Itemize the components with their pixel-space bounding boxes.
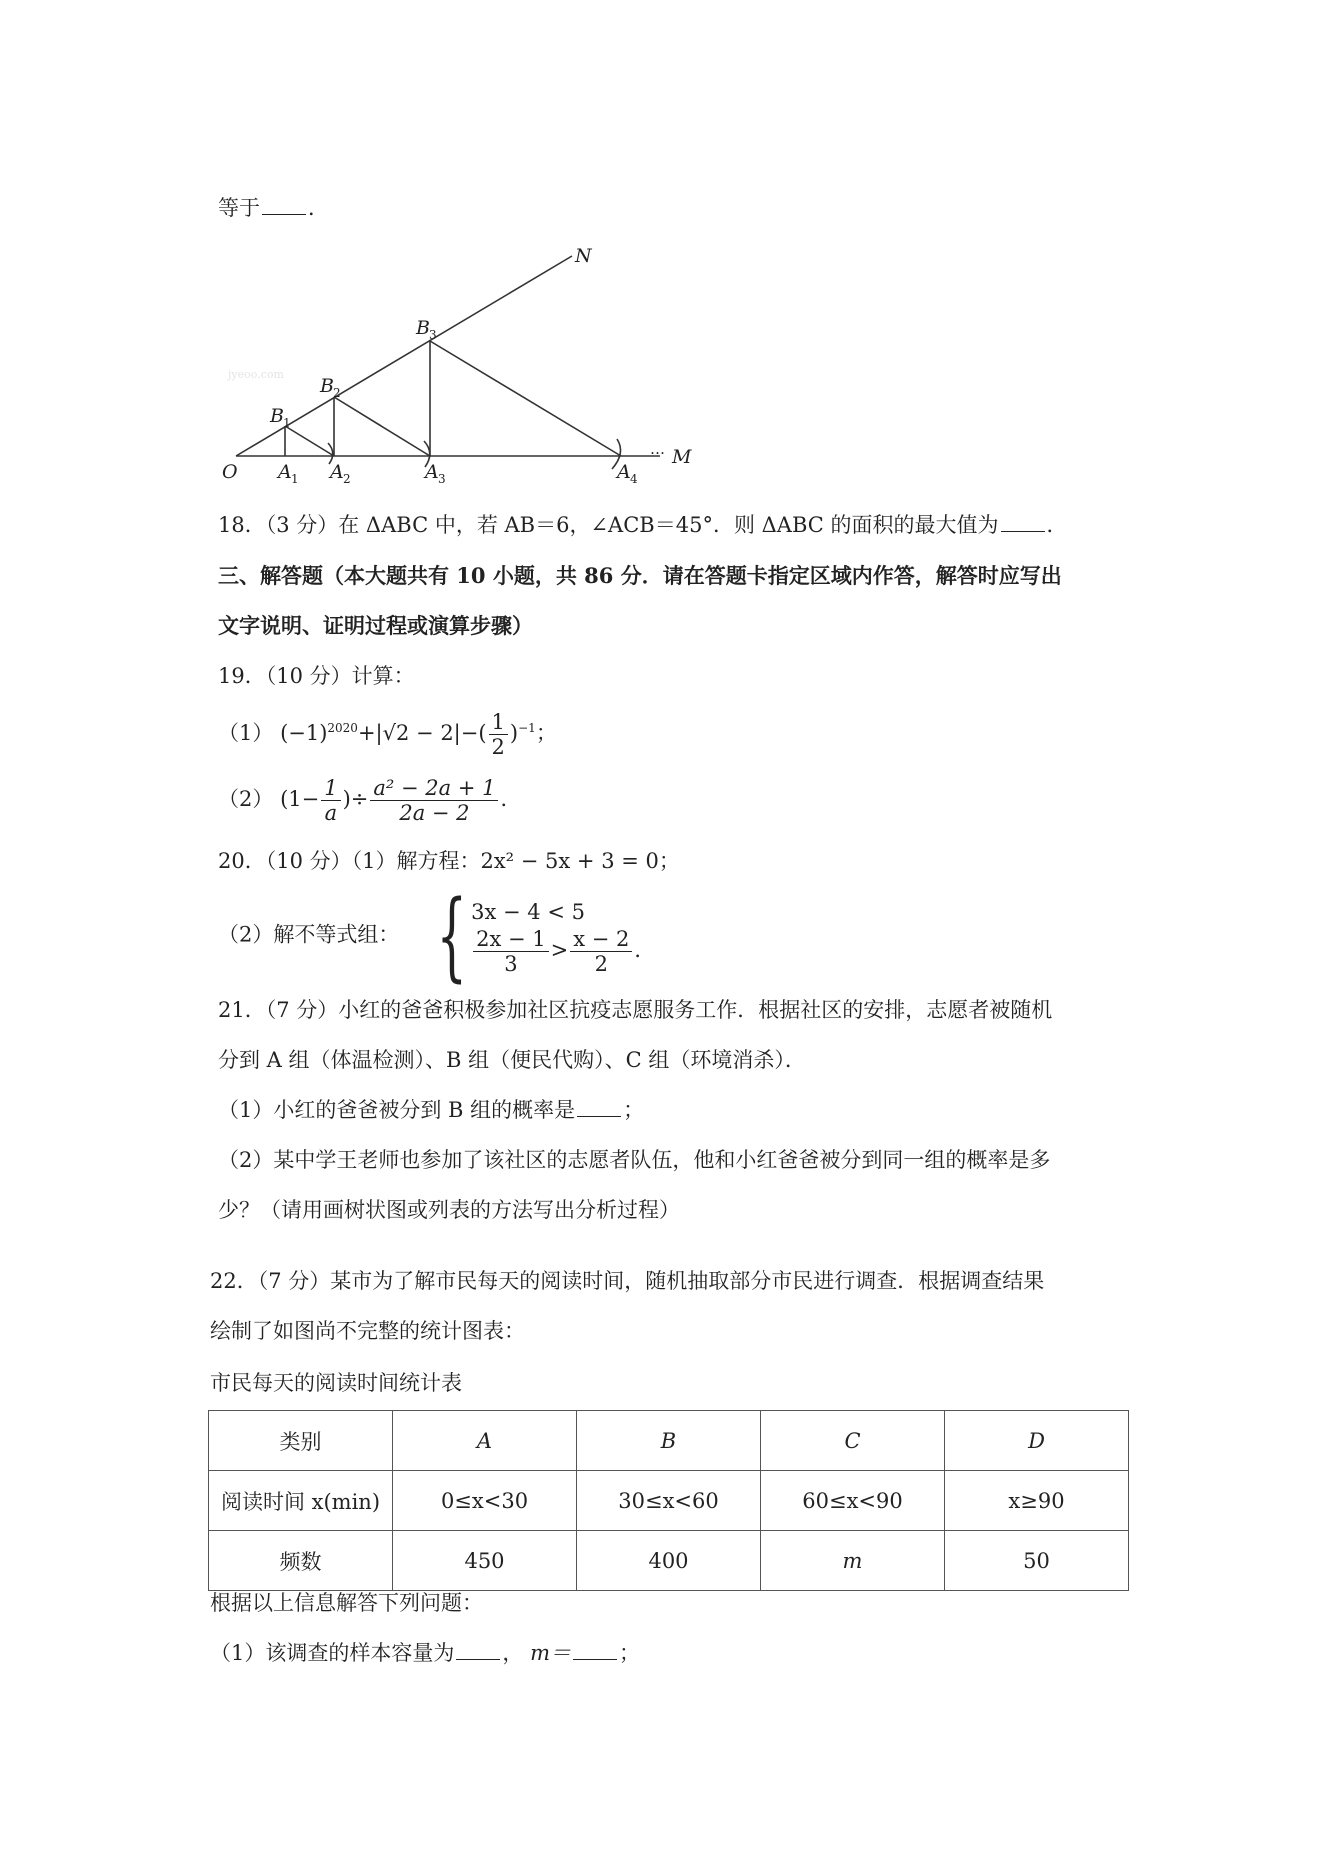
fraction: [321, 776, 340, 825]
denominator: 2: [594, 951, 609, 976]
sub-a3: 3: [438, 472, 446, 486]
table-cell: 0≤x<30: [393, 1471, 577, 1531]
table-cell: D: [945, 1411, 1129, 1471]
part-label: （2）: [218, 787, 274, 811]
exponent: 2020: [327, 721, 358, 735]
table-cell: m: [761, 1531, 945, 1591]
segment-b1a2: [285, 426, 334, 456]
question-19-head: 19．（10 分）计算：: [218, 664, 415, 688]
fraction: [489, 710, 508, 759]
table-cell: C: [761, 1411, 945, 1471]
exponent: −1: [518, 721, 536, 735]
question-22-line1: 22．（7 分）某市为了解市民每天的阅读时间，随机抽取部分市民进行调查．根据调查结果: [210, 1269, 1045, 1293]
punct: ．: [500, 787, 522, 811]
denominator: 3: [504, 951, 518, 976]
fraction: [570, 927, 632, 976]
denominator: a: [324, 801, 338, 825]
sub-b1: 1: [283, 416, 291, 430]
question-21-part2-line2: 少？（请用画树状图或列表的方法写出分析过程）: [218, 1198, 680, 1222]
question-21-line2: 分到 A 组（体温检测）、B 组（便民代购）、C 组（环境消杀）．: [218, 1048, 806, 1072]
punct: ，: [502, 1641, 524, 1665]
label-a4: A: [617, 461, 631, 483]
table-cell: 30≤x<60: [577, 1471, 761, 1531]
punct: ；: [623, 1098, 645, 1122]
table-row: [209, 1471, 1129, 1531]
numerator: 1: [321, 776, 340, 801]
geometry-figure: [220, 240, 720, 490]
segment-b3a4: [430, 341, 621, 456]
q22-part1-text: （1）该调查的样本容量为: [210, 1641, 455, 1665]
label-a1: A: [278, 461, 292, 483]
expr: (−1): [280, 721, 328, 745]
sub-a4: 4: [630, 472, 638, 486]
denominator: 2a − 2: [399, 801, 470, 825]
sub-a2: 2: [343, 472, 351, 486]
numerator: x − 2: [570, 927, 632, 952]
expr: +|√2 − 2|−(: [357, 721, 487, 745]
inequality-system: [406, 880, 656, 992]
question-19-part2: [218, 776, 521, 825]
brace: {: [436, 880, 468, 992]
question-21-part2-line1: （2）某中学王老师也参加了该社区的志愿者队伍，他和小红爸爸被分到同一组的概率是多: [218, 1148, 1051, 1172]
table-title: 市民每天的阅读时间统计表: [210, 1371, 462, 1395]
label-b2: B: [320, 375, 334, 397]
table-cell: 频数: [209, 1531, 393, 1591]
fraction: [370, 776, 498, 825]
part-label: （2）解不等式组：: [218, 922, 400, 947]
expr: (1−: [280, 787, 320, 811]
label-m: M: [672, 446, 692, 468]
numerator: a² − 2a + 1: [370, 776, 498, 801]
segment-b2a3: [334, 397, 430, 456]
section-3-title-line2: 文字说明、证明过程或演算步骤）: [218, 613, 533, 638]
table-cell: 50: [945, 1531, 1129, 1591]
answer-blank: [456, 1641, 500, 1660]
q21-part1-text: （1）小红的爸爸被分到 B 组的概率是: [218, 1098, 576, 1122]
answer-blank: [1001, 513, 1045, 532]
gt-sign: >: [550, 937, 569, 962]
punct: ；: [618, 1641, 640, 1665]
table-cell: x≥90: [945, 1471, 1129, 1531]
expr: )÷: [342, 787, 369, 811]
table-row: [209, 1411, 1129, 1471]
m-label: m＝: [530, 1641, 571, 1665]
expr: ): [509, 721, 519, 745]
watermark: jyeoo.com: [228, 368, 284, 381]
reading-time-table: [208, 1410, 1129, 1591]
punct: ．: [634, 937, 656, 962]
answer-blank: [577, 1098, 621, 1117]
system-rows: [471, 888, 655, 984]
fraction: [473, 927, 549, 976]
label-n: N: [575, 245, 592, 267]
table-cell: A: [393, 1411, 577, 1471]
inequality-1: 3x − 4 < 5: [471, 899, 585, 924]
label-dots: …: [650, 440, 665, 458]
table-cell: 类别: [209, 1411, 393, 1471]
q18-text: 18．（3 分）在 ΔABC 中，若 AB＝6，∠ACB＝45°．则 ΔABC 的面积的最大值为: [218, 513, 999, 537]
sub-b2: 2: [333, 386, 341, 400]
label-o: O: [222, 461, 238, 483]
question-22-after: 根据以上信息解答下列问题：: [210, 1591, 483, 1615]
label-b1: B: [270, 405, 284, 427]
label-a2: A: [330, 461, 344, 483]
question-20-head: 20．（10 分）（1）解方程：2x² − 5x + 3 = 0；: [218, 849, 680, 873]
part-label: （1）: [218, 721, 274, 745]
table-cell: 阅读时间 x(min): [209, 1471, 393, 1531]
label-a3: A: [425, 461, 439, 483]
question-21-part1: [218, 1095, 644, 1125]
line-top: 等于 ．: [218, 196, 329, 220]
table-cell: 400: [577, 1531, 761, 1591]
punct: ；: [535, 721, 557, 745]
top-text: 等于: [218, 196, 260, 220]
denominator: 2: [491, 735, 505, 759]
question-21-line1: 21．（7 分）小红的爸爸积极参加社区抗疫志愿服务工作．根据社区的安排，志愿者被随机: [218, 998, 1053, 1022]
table-cell: B: [577, 1411, 761, 1471]
question-22-part1: [210, 1638, 640, 1668]
numerator: 2x − 1: [473, 927, 549, 952]
answer-blank: [573, 1641, 617, 1660]
table-cell: 450: [393, 1531, 577, 1591]
question-22-line2: 绘制了如图尚不完整的统计图表：: [210, 1319, 525, 1343]
section-3-title-line1: 三、解答题（本大题共有 10 小题，共 86 分．请在答题卡指定区域内作答，解答时应写出: [218, 563, 1062, 588]
table-row: [209, 1531, 1129, 1591]
question-18: 18．（3 分）在 ΔABC 中，若 AB＝6，∠ACB＝45°．则 ΔABC 的面积的最大值为 ．: [218, 513, 1068, 537]
inequality-2: [471, 927, 655, 976]
answer-blank: [262, 196, 306, 215]
question-19-part1: [218, 710, 557, 759]
sub-b3: 3: [429, 328, 437, 342]
table-cell: 60≤x<90: [761, 1471, 945, 1531]
numerator: 1: [489, 710, 508, 735]
sub-a1: 1: [291, 472, 299, 486]
label-b3: B: [416, 317, 430, 339]
question-20-part2: [218, 880, 656, 992]
